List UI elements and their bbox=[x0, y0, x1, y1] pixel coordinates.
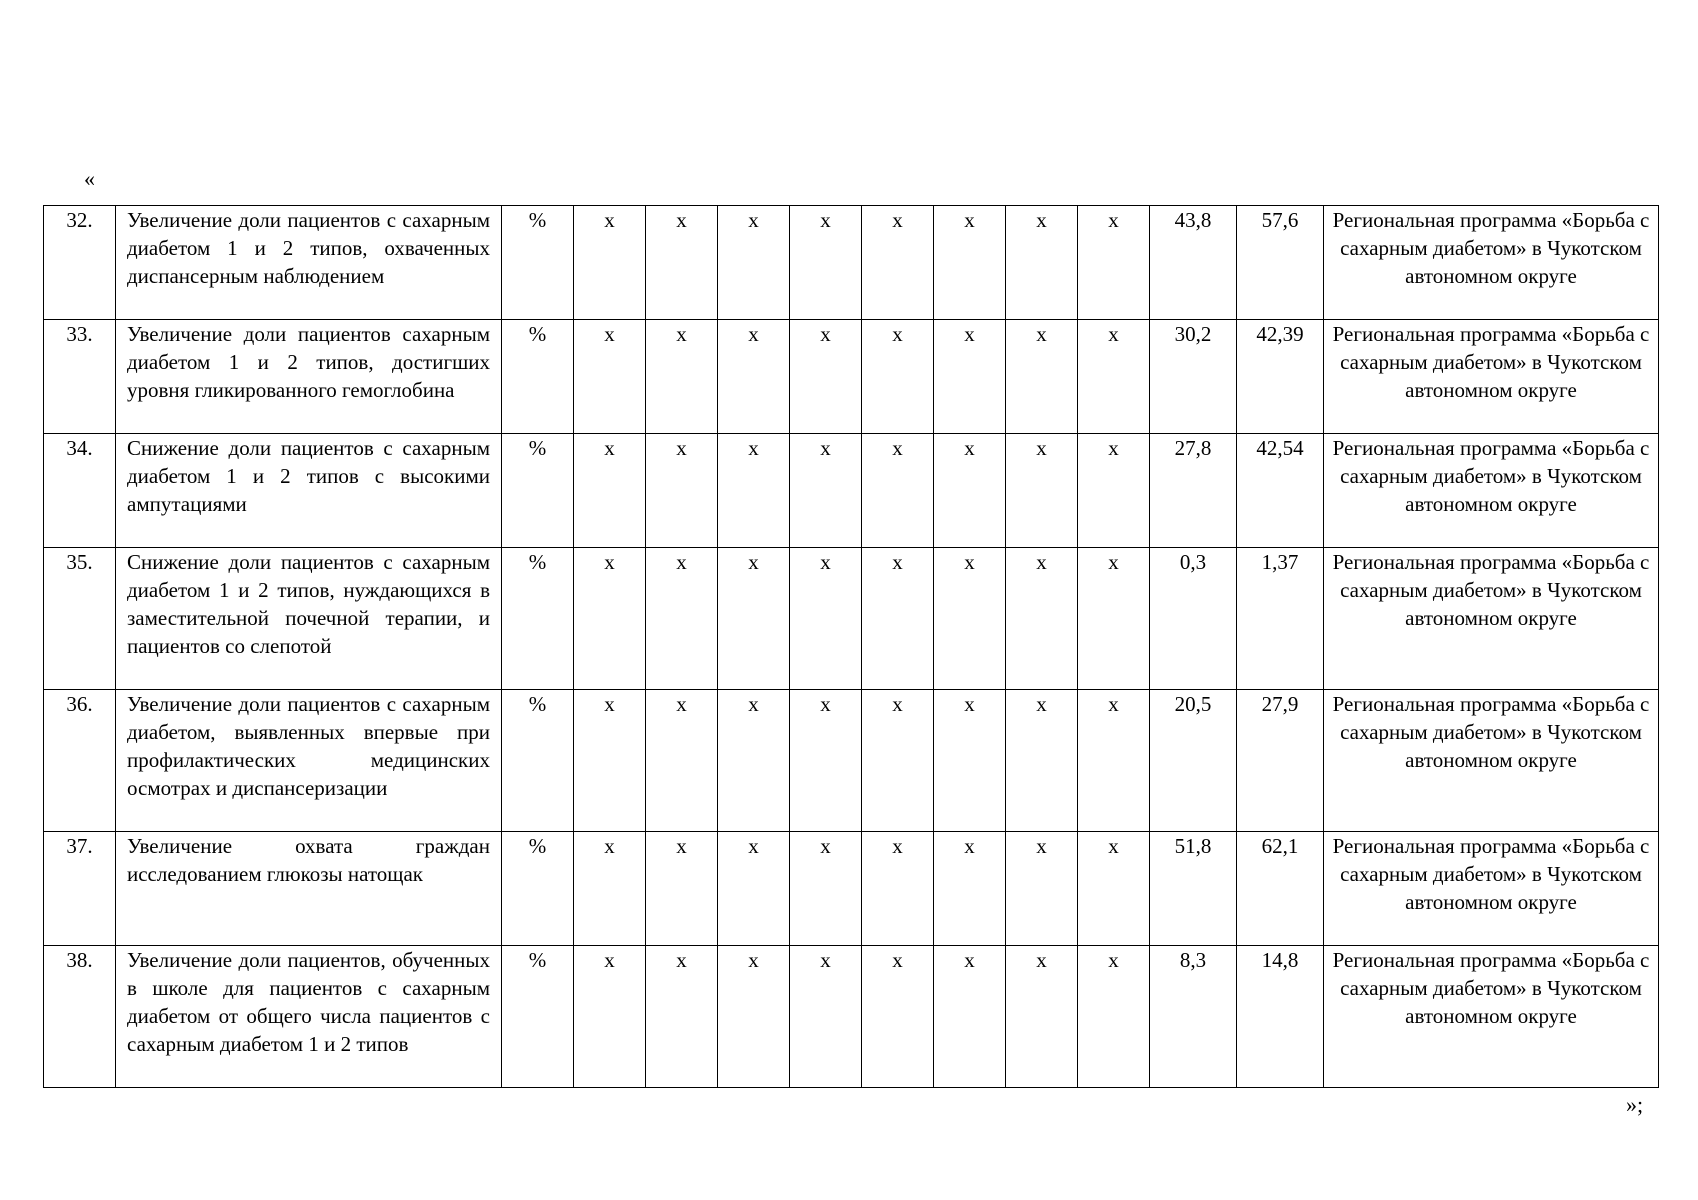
source-program: Региональная программа «Борьба с сахарным диабетом» в Чукотском автономном округе bbox=[1324, 832, 1659, 946]
mark-cell: х bbox=[934, 548, 1006, 690]
opening-quote-mark: « bbox=[84, 166, 95, 191]
mark-cell: х bbox=[1078, 548, 1150, 690]
mark-cell: х bbox=[1006, 832, 1078, 946]
source-program: Региональная программа «Борьба с сахарным диабетом» в Чукотском автономном округе bbox=[1324, 548, 1659, 690]
mark-cell: х bbox=[934, 434, 1006, 548]
unit-cell: % bbox=[502, 946, 574, 1088]
row-number: 36. bbox=[44, 690, 116, 832]
indicator-name: Увеличение доли пациентов, обученных в школе для пациентов с сахарным диабетом от общего числа пациентов с сахарным диабетом 1 и 2 типов bbox=[116, 946, 502, 1088]
mark-cell: х bbox=[718, 832, 790, 946]
mark-cell: х bbox=[934, 690, 1006, 832]
row-number: 37. bbox=[44, 832, 116, 946]
value-cell-1: 0,3 bbox=[1150, 548, 1237, 690]
mark-cell: х bbox=[862, 434, 934, 548]
mark-cell: х bbox=[790, 690, 862, 832]
value-cell-1: 8,3 bbox=[1150, 946, 1237, 1088]
value-cell-1: 43,8 bbox=[1150, 206, 1237, 320]
row-number: 34. bbox=[44, 434, 116, 548]
value-cell-2: 42,54 bbox=[1237, 434, 1324, 548]
table-row bbox=[44, 434, 1659, 548]
value-cell-1: 20,5 bbox=[1150, 690, 1237, 832]
table-row bbox=[44, 690, 1659, 832]
mark-cell: х bbox=[574, 320, 646, 434]
mark-cell: х bbox=[862, 548, 934, 690]
mark-cell: х bbox=[574, 206, 646, 320]
table-row bbox=[44, 320, 1659, 434]
unit-cell: % bbox=[502, 434, 574, 548]
indicator-name: Увеличение доли пациентов с сахарным диабетом, выявленных впервые при профилактических медицинских осмотрах и диспансеризации bbox=[116, 690, 502, 832]
value-cell-2: 62,1 bbox=[1237, 832, 1324, 946]
value-cell-1: 27,8 bbox=[1150, 434, 1237, 548]
mark-cell: х bbox=[790, 206, 862, 320]
mark-cell: х bbox=[790, 548, 862, 690]
mark-cell: х bbox=[574, 832, 646, 946]
source-program: Региональная программа «Борьба с сахарным диабетом» в Чукотском автономном округе bbox=[1324, 320, 1659, 434]
mark-cell: х bbox=[862, 832, 934, 946]
mark-cell: х bbox=[646, 320, 718, 434]
mark-cell: х bbox=[862, 320, 934, 434]
mark-cell: х bbox=[1078, 946, 1150, 1088]
mark-cell: х bbox=[646, 206, 718, 320]
mark-cell: х bbox=[1006, 548, 1078, 690]
unit-cell: % bbox=[502, 548, 574, 690]
mark-cell: х bbox=[646, 690, 718, 832]
mark-cell: х bbox=[1078, 690, 1150, 832]
indicator-name: Увеличение доли пациентов сахарным диабетом 1 и 2 типов, достигших уровня гликированного гемоглобина bbox=[116, 320, 502, 434]
source-program: Региональная программа «Борьба с сахарным диабетом» в Чукотском автономном округе bbox=[1324, 946, 1659, 1088]
mark-cell: х bbox=[1006, 434, 1078, 548]
row-number: 32. bbox=[44, 206, 116, 320]
mark-cell: х bbox=[574, 434, 646, 548]
mark-cell: х bbox=[574, 548, 646, 690]
mark-cell: х bbox=[646, 832, 718, 946]
unit-cell: % bbox=[502, 206, 574, 320]
indicator-name: Увеличение доли пациентов с сахарным диабетом 1 и 2 типов, охваченных диспансерным наблюдением bbox=[116, 206, 502, 320]
table-row bbox=[44, 832, 1659, 946]
table-row bbox=[44, 946, 1659, 1088]
unit-cell: % bbox=[502, 690, 574, 832]
mark-cell: х bbox=[1078, 832, 1150, 946]
source-program: Региональная программа «Борьба с сахарным диабетом» в Чукотском автономном округе bbox=[1324, 434, 1659, 548]
mark-cell: х bbox=[934, 206, 1006, 320]
mark-cell: х bbox=[1006, 206, 1078, 320]
mark-cell: х bbox=[574, 690, 646, 832]
mark-cell: х bbox=[862, 946, 934, 1088]
mark-cell: х bbox=[790, 832, 862, 946]
closing-quote-mark: »; bbox=[1626, 1092, 1644, 1117]
mark-cell: х bbox=[1006, 946, 1078, 1088]
value-cell-1: 30,2 bbox=[1150, 320, 1237, 434]
mark-cell: х bbox=[934, 320, 1006, 434]
mark-cell: х bbox=[790, 946, 862, 1088]
mark-cell: х bbox=[1078, 206, 1150, 320]
indicators-table bbox=[43, 205, 1659, 1088]
mark-cell: х bbox=[718, 434, 790, 548]
mark-cell: х bbox=[1006, 690, 1078, 832]
mark-cell: х bbox=[574, 946, 646, 1088]
mark-cell: х bbox=[646, 434, 718, 548]
mark-cell: х bbox=[718, 946, 790, 1088]
mark-cell: х bbox=[718, 690, 790, 832]
mark-cell: х bbox=[934, 832, 1006, 946]
mark-cell: х bbox=[718, 206, 790, 320]
value-cell-1: 51,8 bbox=[1150, 832, 1237, 946]
table-row bbox=[44, 206, 1659, 320]
value-cell-2: 42,39 bbox=[1237, 320, 1324, 434]
value-cell-2: 27,9 bbox=[1237, 690, 1324, 832]
mark-cell: х bbox=[646, 548, 718, 690]
mark-cell: х bbox=[1006, 320, 1078, 434]
value-cell-2: 57,6 bbox=[1237, 206, 1324, 320]
row-number: 35. bbox=[44, 548, 116, 690]
mark-cell: х bbox=[718, 548, 790, 690]
mark-cell: х bbox=[862, 690, 934, 832]
source-program: Региональная программа «Борьба с сахарным диабетом» в Чукотском автономном округе bbox=[1324, 206, 1659, 320]
unit-cell: % bbox=[502, 320, 574, 434]
indicator-name: Увеличение охвата граждан исследованием глюкозы натощак bbox=[116, 832, 502, 946]
indicator-name: Снижение доли пациентов с сахарным диабетом 1 и 2 типов, нуждающихся в заместительной почечной терапии, и пациентов со слепотой bbox=[116, 548, 502, 690]
mark-cell: х bbox=[1078, 320, 1150, 434]
mark-cell: х bbox=[646, 946, 718, 1088]
value-cell-2: 1,37 bbox=[1237, 548, 1324, 690]
row-number: 38. bbox=[44, 946, 116, 1088]
mark-cell: х bbox=[1078, 434, 1150, 548]
unit-cell: % bbox=[502, 832, 574, 946]
mark-cell: х bbox=[934, 946, 1006, 1088]
mark-cell: х bbox=[718, 320, 790, 434]
mark-cell: х bbox=[790, 434, 862, 548]
mark-cell: х bbox=[790, 320, 862, 434]
table-row bbox=[44, 548, 1659, 690]
mark-cell: х bbox=[862, 206, 934, 320]
indicator-name: Снижение доли пациентов с сахарным диабетом 1 и 2 типов с высокими ампутациями bbox=[116, 434, 502, 548]
source-program: Региональная программа «Борьба с сахарным диабетом» в Чукотском автономном округе bbox=[1324, 690, 1659, 832]
row-number: 33. bbox=[44, 320, 116, 434]
value-cell-2: 14,8 bbox=[1237, 946, 1324, 1088]
